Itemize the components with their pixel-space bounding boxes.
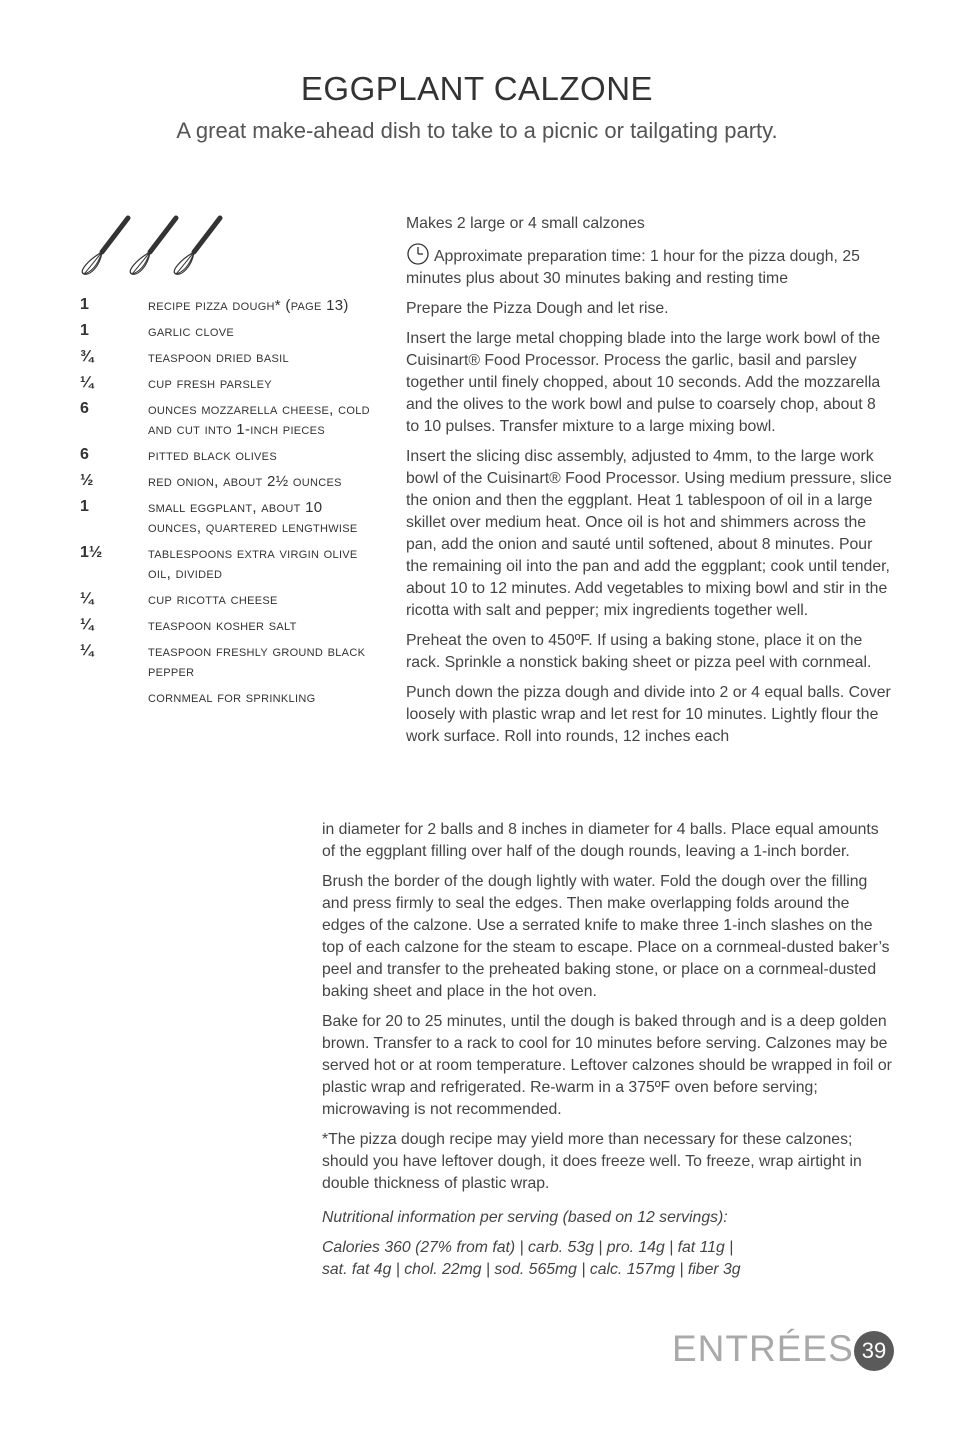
ingredient-text: small eggplant, about 10 ounces, quartered lengthwise <box>148 499 358 536</box>
ingredient-text: ounces mozzarella cheese, cold and cut into 1-inch pieces <box>148 401 370 438</box>
whisk-icon <box>82 218 128 274</box>
ingredient-item <box>80 400 380 440</box>
ingredient-item <box>80 688 380 708</box>
direction-step: Prepare the Pizza Dough and let rise. <box>406 300 669 317</box>
clock-icon <box>406 243 430 265</box>
recipe-subtitle: A great make-ahead dish to take to a picnic or tailgating party. <box>176 118 778 143</box>
ingredient-text: tablespoons extra virgin olive oil, divided <box>148 545 358 582</box>
ingredient-text: cornmeal for sprinkling <box>148 689 316 706</box>
direction-step: Insert the large metal chopping blade into the large work bowl of the Cuisinart® Food Processor. Process the garlic, basil and parsley together until finely chopped, about 10 seconds. Add the mozzarella and the olives to the work bowl and pulse to coarsely chop, about 8 to 10 pulses. Transfer mixture to a large mixing bowl. <box>406 330 881 435</box>
ingredient-text: teaspoon freshly ground black pepper <box>148 643 366 680</box>
ingredient-qty: 1½ <box>80 544 103 561</box>
ingredient-text: pitted black olives <box>148 447 277 464</box>
ingredient-qty: ¼ <box>80 590 94 607</box>
ingredient-text: cup fresh parsley <box>148 375 272 392</box>
ingredient-text: recipe pizza dough* (page 13) <box>148 297 349 314</box>
ingredient-qty: 6 <box>80 446 89 463</box>
ingredient-item <box>80 322 380 342</box>
nutrition-line: Calories 360 (27% from fat) | carb. 53g | pro. 14g | fat 11g | <box>322 1239 734 1256</box>
ingredient-text: red onion, about 2½ ounces <box>148 473 342 490</box>
whisk-icon <box>78 214 228 278</box>
ingredient-qty: 1 <box>80 296 89 313</box>
section-label: ENTRÉES <box>672 1328 854 1369</box>
directions-lower <box>322 819 892 1281</box>
ingredient-item <box>80 374 380 394</box>
recipe-title: EGGPLANT CALZONE <box>300 70 654 107</box>
direction-step: Insert the slicing disc assembly, adjusted to 4mm, to the large work bowl of the Cuisinart® Food Processor. Using medium pressure, slice the onion and then the eggplant. Heat 1 tablespoon of oil in a large skillet over medium heat. Once oil is hot and shimmers across the pan, add the onion and sauté until softened, about 8 minutes. Pour the remaining oil into the pan and add the eggplant; cook until tender, about 10 to 12 minutes. Add vegetables to mixing bowl and stir in the ricotta with salt and pepper; mix ingredients together well. <box>406 448 892 619</box>
ingredient-item <box>80 296 380 316</box>
ingredient-item <box>80 472 380 492</box>
nutrition-line: sat. fat 4g | chol. 22mg | sod. 565mg | calc. 157mg | fiber 3g <box>322 1261 741 1278</box>
whisk-icon <box>130 218 176 274</box>
ingredient-item <box>80 348 380 368</box>
direction-step: in diameter for 2 balls and 8 inches in diameter for 4 balls. Place equal amounts of the eggplant filling over half of the dough rounds, leaving a 1-inch border. <box>322 821 879 860</box>
yield-text: Makes 2 large or 4 small calzones <box>406 215 645 232</box>
directions-upper <box>406 213 892 756</box>
nutrition-heading: Nutritional information per serving (based on 12 servings): <box>322 1209 728 1226</box>
whisk-icon <box>174 218 220 274</box>
ingredient-item <box>80 616 380 636</box>
ingredient-text: teaspoon dried basil <box>148 349 289 366</box>
ingredient-text: teaspoon kosher salt <box>148 617 297 634</box>
footnote: *The pizza dough recipe may yield more than necessary for these calzones; should you have leftover dough, it does freeze well. To freeze, wrap airtight in double thickness of plastic wrap. <box>322 1131 862 1192</box>
ingredient-text: cup ricotta cheese <box>148 591 278 608</box>
ingredient-qty: 1 <box>80 322 89 339</box>
ingredient-qty: 6 <box>80 400 89 417</box>
ingredient-qty: 1 <box>80 498 89 515</box>
ingredient-item <box>80 590 380 610</box>
ingredient-qty <box>80 688 148 708</box>
ingredient-text: garlic clove <box>148 323 235 340</box>
ingredient-qty: ½ <box>80 472 94 489</box>
prep-time-text: Approximate preparation time: 1 hour for the pizza dough, 25 minutes plus about 30 minutes baking and resting time <box>406 248 860 287</box>
ingredient-qty: ¼ <box>80 616 94 633</box>
direction-step: Brush the border of the dough lightly with water. Fold the dough over the filling and press firmly to seal the edges. Then make overlapping folds around the edges of the calzone. Use a serrated knife to make three 1-inch slashes on the top of each calzone for the steam to escape. Place on a cornmeal-dusted baker’s peel and transfer to the preheated baking stone, or place on a cornmeal-dusted baking sheet and place in the hot oven. <box>322 873 890 1000</box>
ingredient-qty: ¼ <box>80 642 94 659</box>
ingredient-item <box>80 498 380 538</box>
direction-step: Punch down the pizza dough and divide into 2 or 4 equal balls. Cover loosely with plastic wrap and let rest for 10 minutes. Lightly flour the work surface. Roll into rounds, 12 inches each <box>406 684 891 745</box>
prep-time <box>406 243 892 290</box>
direction-step: Preheat the oven to 450ºF. If using a baking stone, place it on the rack. Sprinkle a nonstick baking sheet or pizza peel with cornmeal. <box>406 632 872 671</box>
ingredient-item <box>80 544 380 584</box>
ingredient-list <box>80 296 380 714</box>
ingredient-qty: ¾ <box>80 348 94 365</box>
ingredient-item <box>80 446 380 466</box>
ingredient-qty: ¼ <box>80 374 94 391</box>
ingredient-item <box>80 642 380 682</box>
direction-step: Bake for 20 to 25 minutes, until the dough is baked through and is a deep golden brown. Transfer to a rack to cool for 10 minutes before serving. Calzones may be served hot or at room temperature. Leftover calzones should be wrapped in foil or plastic wrap and refrigerated. Re-warm in a 375ºF oven before serving; microwaving is not recommended. <box>322 1013 892 1118</box>
page-number: 39 <box>854 1331 894 1371</box>
